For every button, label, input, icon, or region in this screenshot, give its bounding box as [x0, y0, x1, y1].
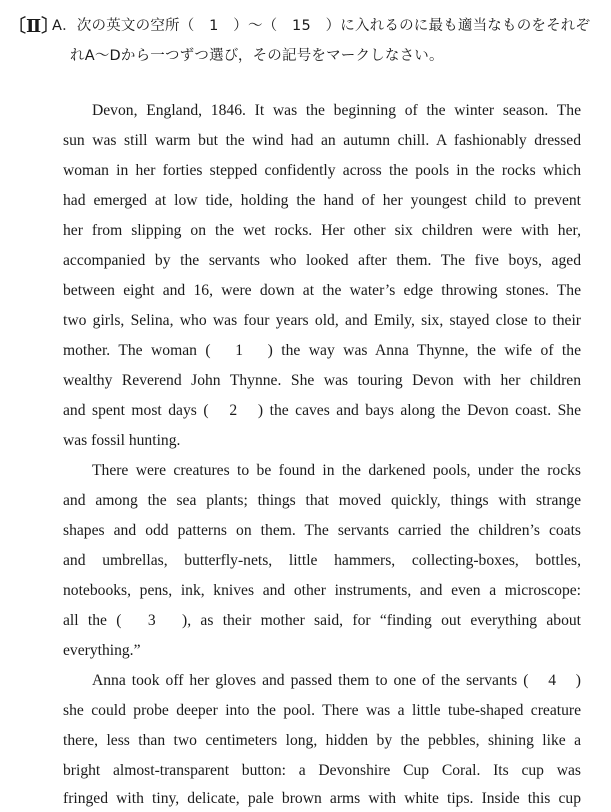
instruction-line-2: れA〜Dから一つずつ選び，その記号をマークしなさい。	[70, 48, 444, 64]
passage-line: her from slipping on the wet rocks. Her other six children were with her,	[63, 222, 581, 239]
passage-line-blank-3: all the ( 3 ), as their mother said, for “finding out everything about	[63, 612, 581, 629]
passage-line: between eight and 16, were down at the water’s edge throwing stones. The	[63, 282, 581, 299]
section-number: 〔Ⅱ〕	[8, 16, 60, 36]
passage-line: and among the sea plants; things that moved quickly, things with strange	[63, 492, 581, 509]
passage-line: notebooks, pens, ink, knives and other instruments, and even a microscope:	[63, 582, 581, 599]
passage-line: she could probe deeper into the pool. There was a little tube-shaped creature	[63, 702, 581, 719]
passage-line: there, less than two centimeters long, hidden by the pebbles, shining like a	[63, 732, 581, 749]
passage-line: woman in her forties stepped confidently across the pools in the rocks which	[63, 162, 581, 179]
instruction-line-1: A．次の英文の空所（ 1 ）〜（ 15 ）に入れるのに最も適当なものをそれぞ	[52, 18, 591, 34]
passage-line: shapes and odd patterns on them. The servants carried the children’s coats	[63, 522, 581, 539]
passage-line: There were creatures to be found in the darkened pools, under the rocks	[92, 462, 581, 479]
passage-line: was fossil hunting.	[63, 432, 181, 449]
passage-line: and umbrellas, butterfly-nets, little hammers, collecting-boxes, bottles,	[63, 552, 581, 569]
passage-line: everything.”	[63, 642, 141, 659]
passage-line: accompanied by the servants who looked after them. The five boys, aged	[63, 252, 581, 269]
passage-line: had emerged at low tide, holding the hand of her youngest child to prevent	[63, 192, 581, 209]
passage-line-blank-2: and spent most days ( 2 ) the caves and bays along the Devon coast. She	[63, 402, 581, 419]
passage-line: two girls, Selina, who was four years old, and Emily, six, stayed close to their	[63, 312, 581, 329]
passage-line: Devon, England, 1846. It was the beginning of the winter season. The	[92, 102, 581, 119]
passage-line-blank-4: Anna took off her gloves and passed them to one of the servants ( 4 )	[92, 672, 581, 689]
passage-line: fringed with tiny, delicate, pale brown arms with white tips. Inside this cup	[63, 790, 581, 807]
passage-line: wealthy Reverend John Thynne. She was touring Devon with her children	[63, 372, 581, 389]
passage-line: bright almost-transparent button: a Devonshire Cup Coral. Its cup was	[63, 762, 581, 779]
passage-line-blank-1: mother. The woman ( 1 ) the way was Anna Thynne, the wife of the	[63, 342, 581, 359]
passage-line: sun was still warm but the wind had an autumn chill. A fashionably dressed	[63, 132, 581, 149]
